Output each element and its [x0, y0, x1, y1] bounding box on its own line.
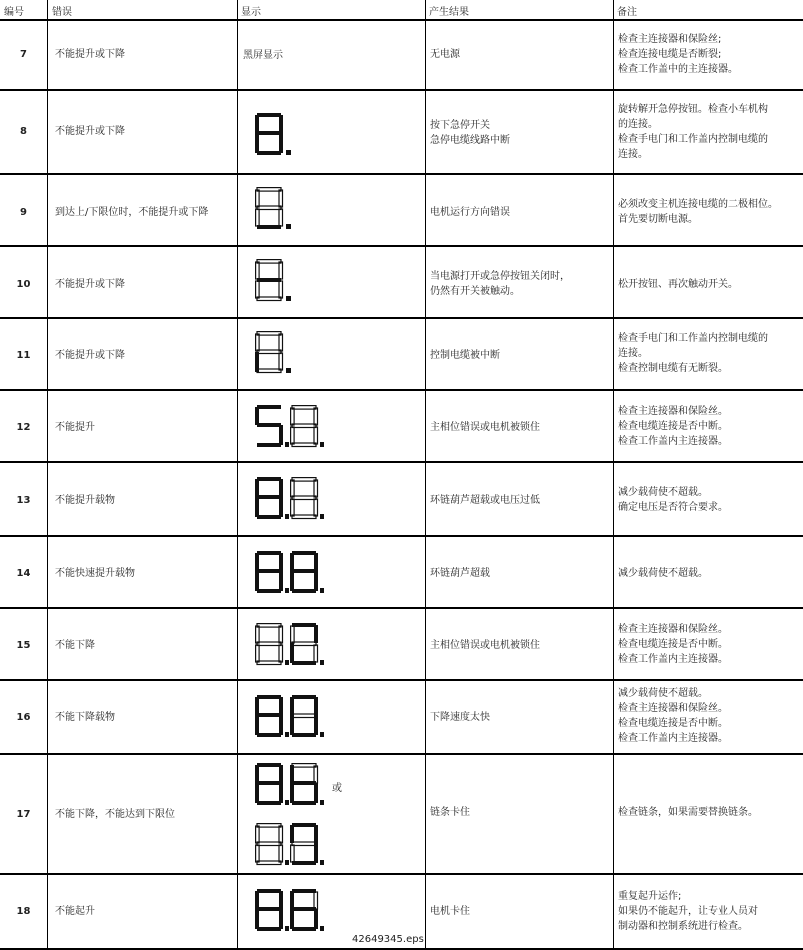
row-number: 15	[16, 640, 31, 651]
note-text: 减少载荷使不超载。	[618, 568, 708, 579]
note-text: 检查链条，如果需要替换链条。	[618, 807, 758, 818]
row-number: 14	[16, 568, 31, 579]
note-text: 检查主连接器和保险丝。 检查电缆连接是否中断。 检查工作盖内主连接器。	[618, 406, 728, 447]
double-seven-segment-display-icon	[255, 551, 325, 597]
error-text: 不能提升	[55, 422, 95, 433]
note-text: 检查主连接器和保险丝; 检查连接电缆是否断裂; 检查工作盖中的主连接器。	[618, 34, 738, 75]
row-number: 9	[20, 207, 27, 218]
result-text: 无电源	[430, 49, 460, 60]
error-text: 不能起升	[55, 906, 95, 917]
result-text: 电机卡住	[430, 906, 470, 917]
error-text: 不能提升载物	[55, 495, 115, 506]
table-row	[0, 755, 803, 875]
or-label: 或	[332, 783, 342, 794]
note-text: 必须改变主机连接电缆的二极相位。 首先要切断电源。	[618, 199, 778, 225]
result-text: 链条卡住	[430, 807, 470, 818]
double-seven-segment-display-icon	[255, 823, 325, 869]
result-text: 电机运行方向错误	[430, 207, 510, 218]
note-text: 重复起升运作; 如果仍不能起升，让专业人员对 制动器和控制系统进行检查。	[618, 891, 758, 932]
result-text: 主相位错误或电机被锁住	[430, 640, 540, 651]
result-text: 下降速度太快	[430, 712, 490, 723]
seven-segment-display-icon	[255, 113, 295, 159]
table-row	[0, 681, 803, 755]
table-row	[0, 91, 803, 175]
seven-segment-display-icon	[255, 187, 295, 233]
double-seven-segment-display-icon	[255, 695, 325, 741]
row-number: 10	[16, 279, 31, 290]
table-row	[0, 19, 803, 91]
error-text: 不能提升或下降	[55, 126, 125, 137]
note-text: 检查主连接器和保险丝。 检查电缆连接是否中断。 检查工作盖内主连接器。	[618, 624, 728, 665]
header-note: 备注	[617, 7, 637, 18]
header-error: 错误	[52, 7, 72, 18]
note-text: 旋转解开急停按钮。检查小车机构 的连接。 检查手电门和工作盖内控制电缆的 连接。	[618, 104, 768, 160]
row-number: 13	[16, 495, 31, 506]
figure-file-label: 42649345.eps	[352, 934, 424, 945]
result-text: 按下急停开关 急停电缆线路中断	[430, 120, 510, 146]
error-text: 到达上/下限位时，不能提升或下降	[55, 207, 209, 218]
error-text: 不能提升或下降	[55, 350, 125, 361]
header-num: 编号	[4, 7, 24, 18]
header-result: 产生结果	[429, 7, 469, 18]
row-number: 17	[16, 809, 31, 820]
row-number: 8	[20, 126, 27, 137]
seven-segment-display-icon	[255, 259, 295, 305]
table-row	[0, 609, 803, 681]
note-text: 减少载荷使不超载。 确定电压是否符合要求。	[618, 487, 728, 513]
error-text: 不能提升或下降	[55, 279, 125, 290]
result-text: 环链葫芦超载或电压过低	[430, 495, 540, 506]
seven-segment-display-icon	[255, 331, 295, 377]
result-text: 环链葫芦超载	[430, 568, 490, 579]
error-text: 不能下降载物	[55, 712, 115, 723]
result-text: 控制电缆被中断	[430, 350, 500, 361]
double-seven-segment-display-icon	[255, 405, 325, 451]
table-row	[0, 247, 803, 319]
display-text: 黑屏显示	[243, 50, 283, 61]
note-text: 松开按钮、再次触动开关。	[618, 279, 738, 290]
table-header	[0, 0, 803, 21]
table-row	[0, 463, 803, 537]
double-seven-segment-display-icon	[255, 889, 325, 935]
note-text: 减少载荷使不超载。 检查主连接器和保险丝。 检查电缆连接是否中断。 检查工作盖内主连接器。	[618, 688, 728, 744]
note-text: 检查手电门和工作盖内控制电缆的 连接。 检查控制电缆有无断裂。	[618, 333, 768, 374]
error-text: 不能快速提升载物	[55, 568, 135, 579]
error-text: 不能提升或下降	[55, 49, 125, 60]
row-number: 11	[16, 350, 31, 361]
table-row	[0, 391, 803, 463]
result-text: 主相位错误或电机被锁住	[430, 422, 540, 433]
double-seven-segment-display-icon	[255, 477, 325, 523]
result-text: 当电源打开或急停按钮关闭时， 仍然有开关被触动。	[430, 271, 570, 297]
table-row	[0, 537, 803, 609]
table-row	[0, 319, 803, 391]
row-number: 12	[16, 422, 31, 433]
error-text: 不能下降	[55, 640, 95, 651]
double-seven-segment-display-icon	[255, 763, 325, 809]
table-row	[0, 175, 803, 247]
row-number: 18	[16, 906, 31, 917]
double-seven-segment-display-icon	[255, 623, 325, 669]
header-display: 显示	[241, 7, 261, 18]
row-number: 7	[20, 49, 27, 60]
row-number: 16	[16, 712, 31, 723]
error-text: 不能下降，不能达到下限位	[55, 809, 175, 820]
